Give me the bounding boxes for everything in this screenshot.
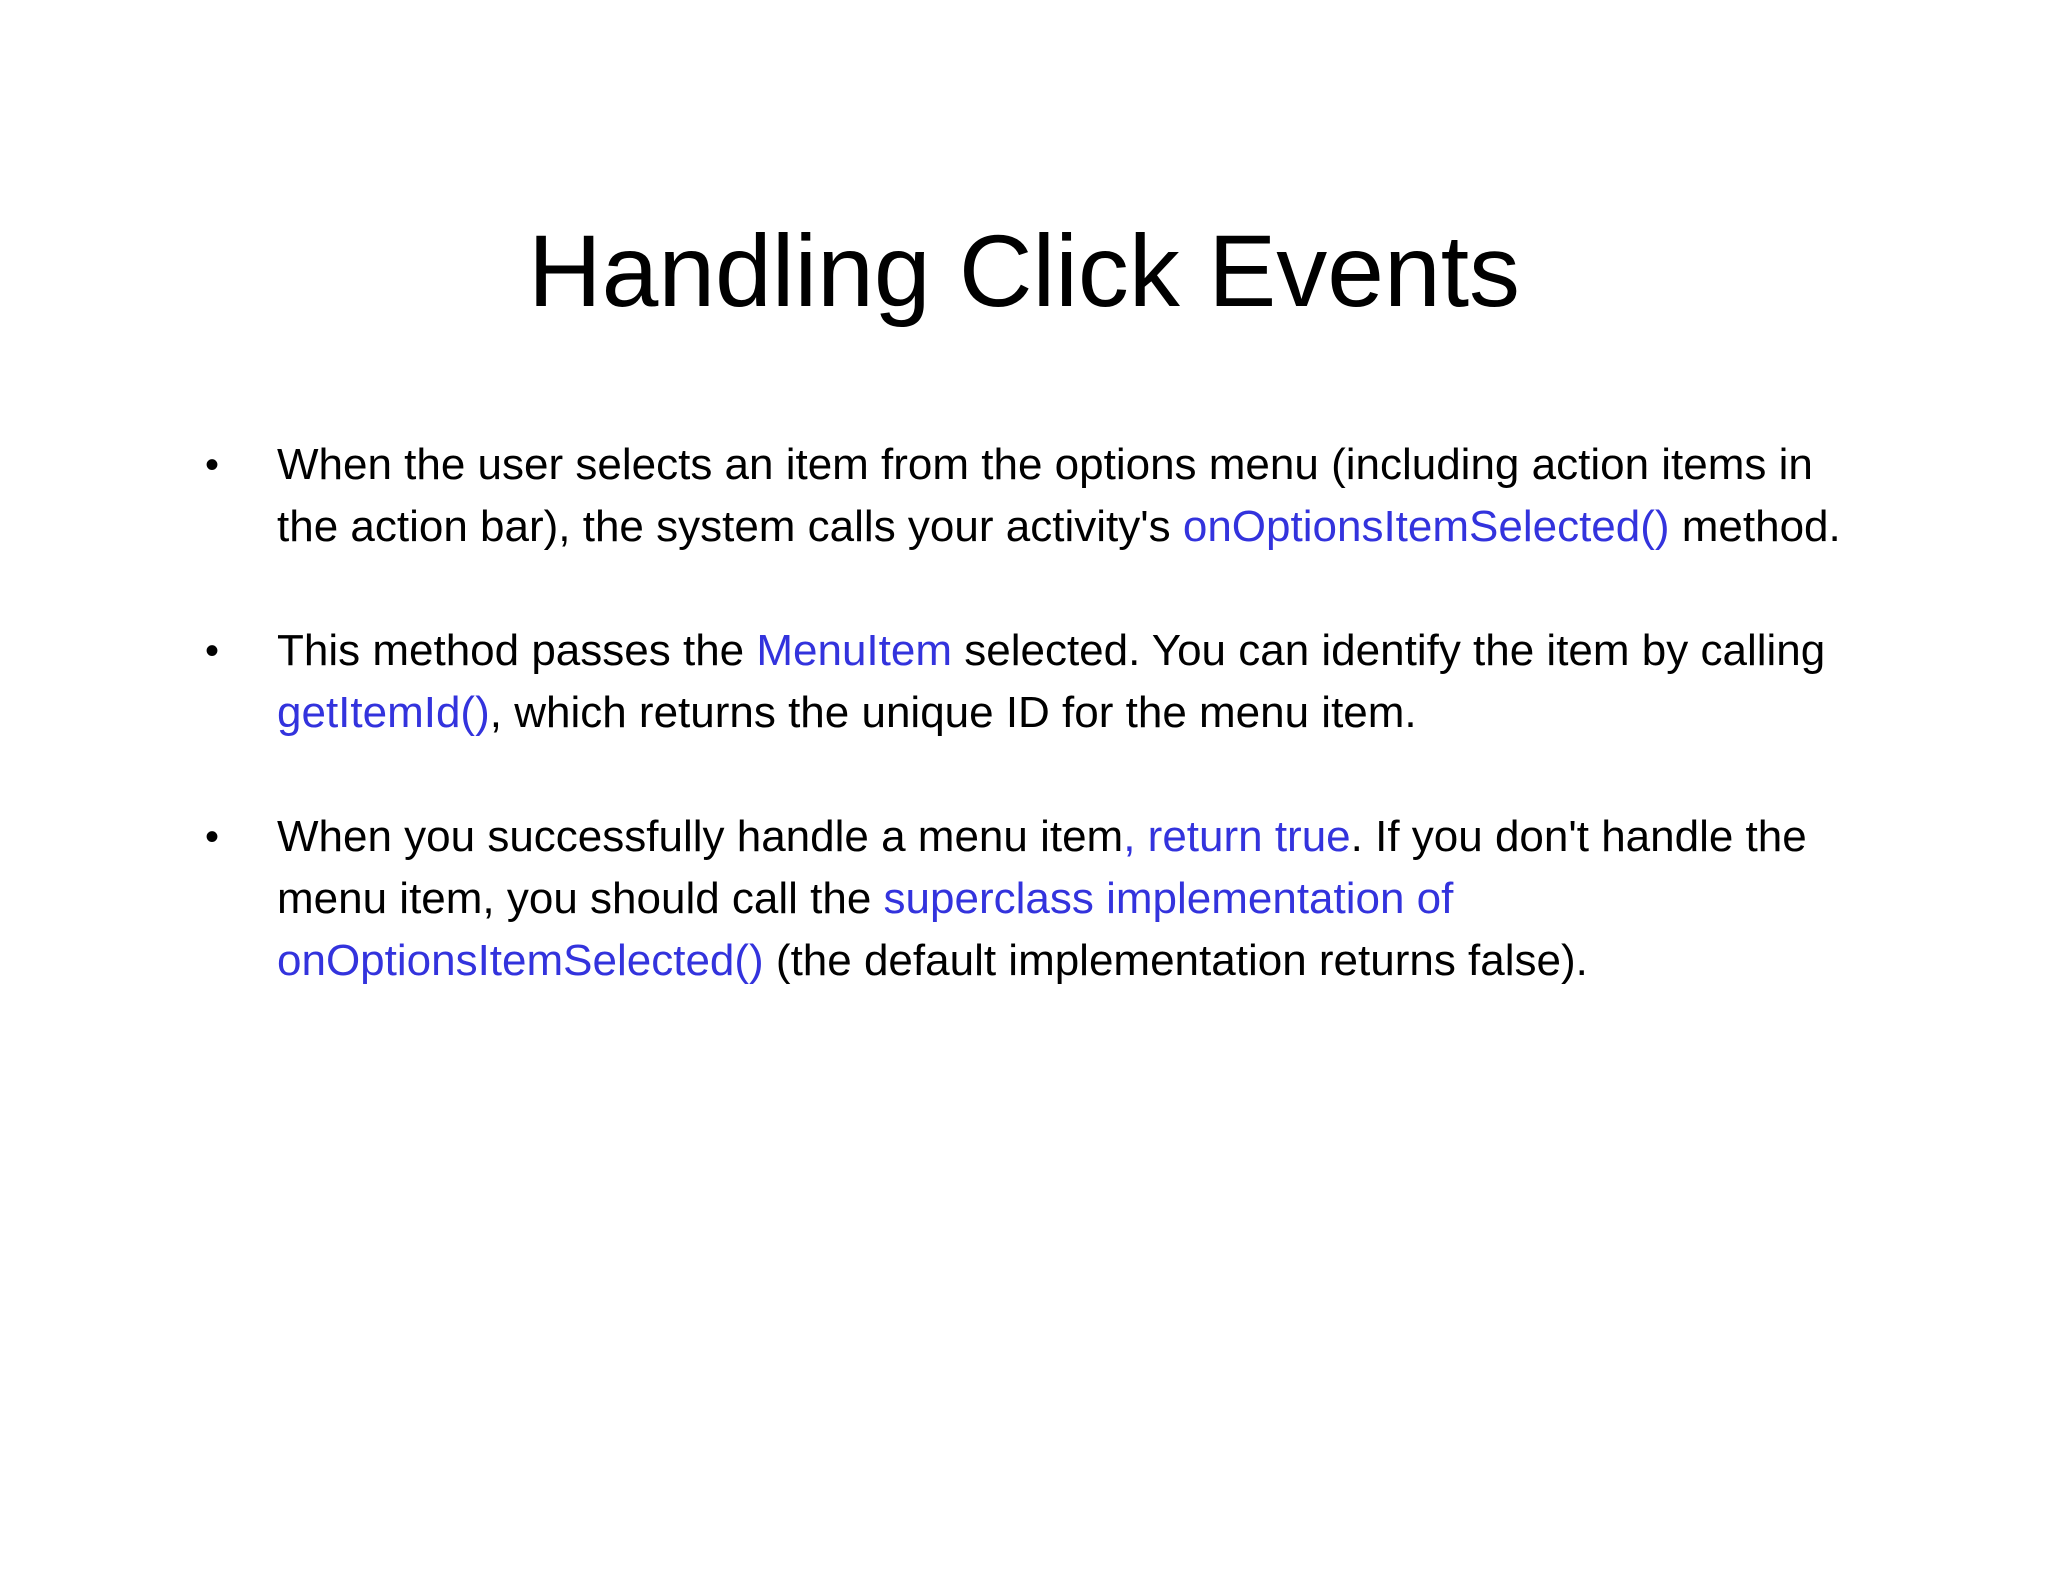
bullet-icon: •	[205, 815, 220, 859]
bullet-icon: •	[205, 443, 220, 487]
text-segment: method.	[1669, 502, 1841, 551]
bullet-item	[205, 806, 1845, 992]
bullet-list	[205, 434, 1845, 1054]
code-reference: , return true	[1123, 812, 1351, 861]
code-reference: onOptionsItemSelected()	[1182, 502, 1670, 551]
text-segment: selected. You can identify the item by calling	[952, 626, 1826, 675]
bullet-item	[205, 620, 1845, 744]
text-segment: . If you don't handle the menu item, you should call the	[277, 812, 1807, 923]
text-segment: When the user selects an item from the options menu (including action items in the action bar), the system calls your activity's	[277, 440, 1813, 551]
bullet-text	[277, 620, 1845, 744]
slide-title: Handling Click Events	[527, 214, 1521, 328]
text-segment: This method passes the	[277, 626, 757, 675]
text-segment: When you successfully handle a menu item	[277, 812, 1124, 861]
bullet-item	[205, 434, 1845, 558]
text-segment: , which returns the unique ID for the menu item.	[489, 688, 1417, 737]
code-reference: MenuItem	[756, 626, 952, 675]
bullet-icon: •	[205, 629, 220, 673]
text-segment: (the default implementation returns false).	[763, 936, 1588, 985]
code-reference: superclass implementation of onOptionsItemSelected()	[277, 874, 1454, 985]
bullet-text	[277, 434, 1845, 558]
bullet-text	[277, 806, 1845, 992]
code-reference: getItemId()	[277, 688, 490, 737]
